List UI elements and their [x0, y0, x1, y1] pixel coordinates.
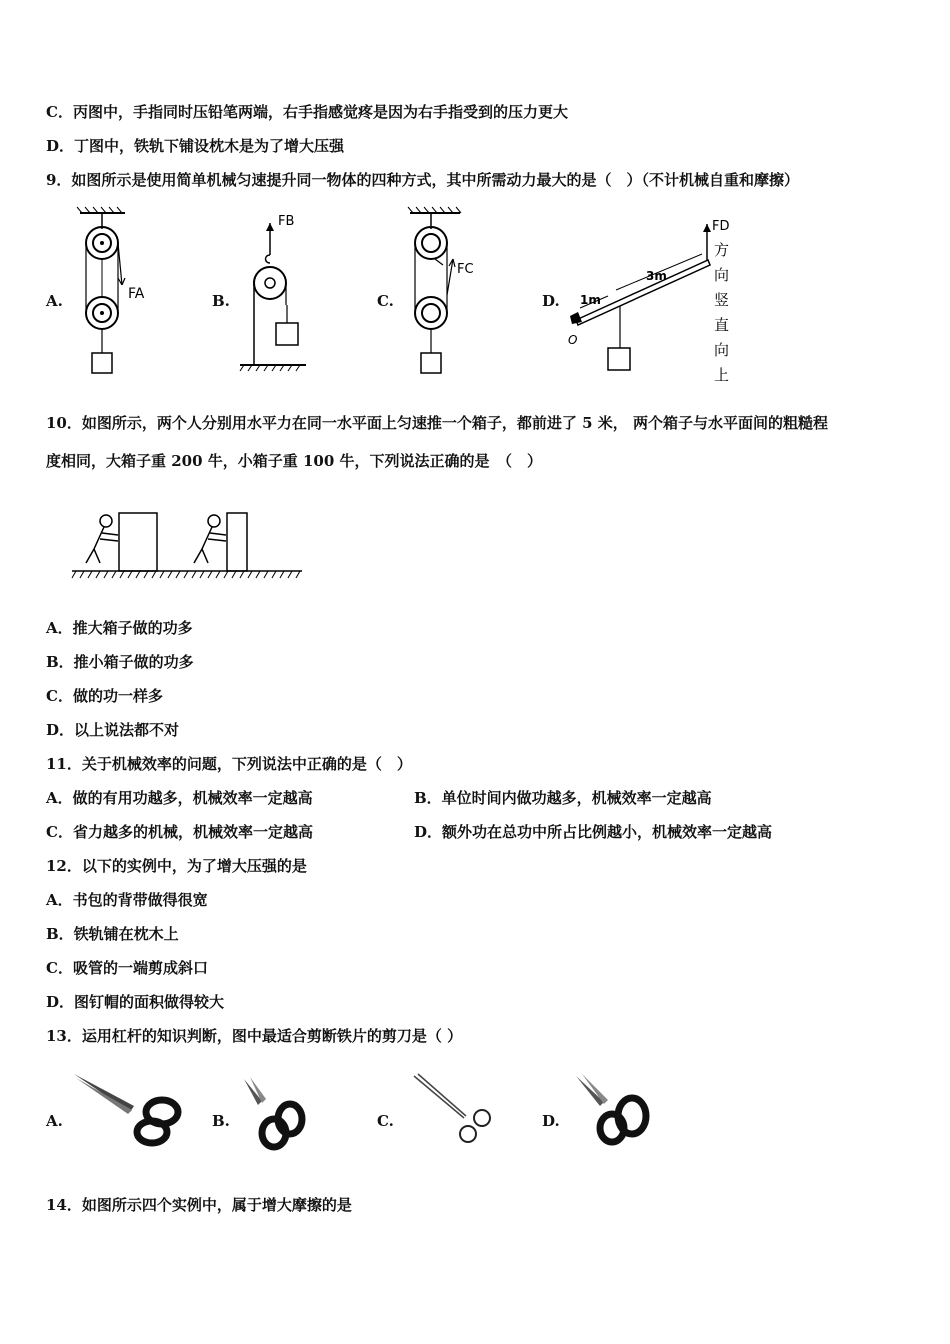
q8-option-d: D．丁图中，铁轨下铺设枕木是为了增大压强 — [46, 137, 345, 155]
lever-figure-d — [562, 210, 742, 385]
scissors-a-icon — [72, 1070, 187, 1150]
q13-label-b: B. — [212, 1112, 230, 1130]
direction-char: 向 — [714, 341, 730, 359]
q10-option-d: D．以上说法都不对 — [46, 721, 180, 739]
q11-option-a: A．做的有用功越多，机械效率一定越高 — [46, 789, 313, 807]
direction-char: 向 — [714, 266, 730, 284]
q9-stem: 9．如图所示是使用简单机械匀速提升同一物体的四种方式，其中所需动力最大的是（ ）（不计机械自重和摩擦） — [46, 171, 799, 189]
q12-option-d: D．图钉帽的面积做得较大 — [46, 993, 225, 1011]
q9-label-c: C. — [377, 292, 394, 310]
q9-label-a: A. — [46, 292, 63, 310]
force-label-a: FA — [128, 286, 145, 302]
q11-option-c: C．省力越多的机械，机械效率一定越高 — [46, 823, 313, 841]
q12-option-a: A．书包的背带做得很宽 — [46, 891, 208, 909]
q9-label-b: B. — [212, 292, 230, 310]
q13-label-a: A. — [46, 1112, 63, 1130]
q11-option-b: B．单位时间内做功越多，机械效率一定越高 — [414, 789, 712, 807]
scissors-c-icon — [410, 1072, 500, 1152]
pivot-label: O — [568, 333, 578, 347]
q14-stem: 14．如图所示四个实例中，属于增大摩擦的是 — [46, 1196, 352, 1214]
q10-stem-line2: 度相同，大箱子重 200 牛，小箱子重 100 牛，下列说法正确的是 （ ） — [46, 452, 543, 470]
q10-stem-line1: 10．如图所示，两个人分别用水平力在同一水平面上匀速推一个箱子，都前进了 5 米， 两个箱子与水平面间的粗糙程 — [46, 414, 828, 432]
q13-label-d: D. — [542, 1112, 560, 1130]
q8-option-c: C．丙图中，手指同时压铅笔两端，右手指感觉疼是因为右手指受到的压力更大 — [46, 103, 568, 121]
q13-label-c: C. — [377, 1112, 394, 1130]
q11-stem: 11．关于机械效率的问题，下列说法中正确的是（ ） — [46, 755, 412, 773]
pulley-figure-a — [70, 205, 160, 380]
scissors-d-icon — [570, 1072, 660, 1152]
direction-char: 方 — [714, 241, 730, 259]
q10-option-c: C．做的功一样多 — [46, 687, 163, 705]
q12-stem: 12．以下的实例中，为了增大压强的是 — [46, 857, 307, 875]
force-label-b: FB — [278, 214, 295, 229]
q10-option-a: A．推大箱子做的功多 — [46, 619, 193, 637]
q12-option-c: C．吸管的一端剪成斜口 — [46, 959, 208, 977]
q13-stem: 13．运用杠杆的知识判断，图中最适合剪断铁片的剪刀是（ ） — [46, 1027, 463, 1045]
force-label-d: FD — [712, 219, 730, 234]
pushing-boxes-figure — [72, 505, 304, 585]
q10-option-b: B．推小箱子做的功多 — [46, 653, 194, 671]
force-label-c: FC — [457, 262, 474, 277]
lever-length-1m: 1m — [580, 293, 601, 307]
direction-char: 竖 — [714, 291, 730, 309]
pulley-figure-b — [238, 205, 318, 380]
lever-length-3m: 3m — [646, 269, 667, 283]
direction-char: 上 — [714, 366, 730, 384]
direction-char: 直 — [714, 316, 730, 334]
pulley-figure-c — [405, 205, 495, 380]
scissors-b-icon — [240, 1075, 320, 1155]
q12-option-b: B．铁轨铺在枕木上 — [46, 925, 179, 943]
q11-option-d: D．额外功在总功中所占比例越小，机械效率一定越高 — [414, 823, 773, 841]
q9-label-d: D. — [542, 292, 560, 310]
